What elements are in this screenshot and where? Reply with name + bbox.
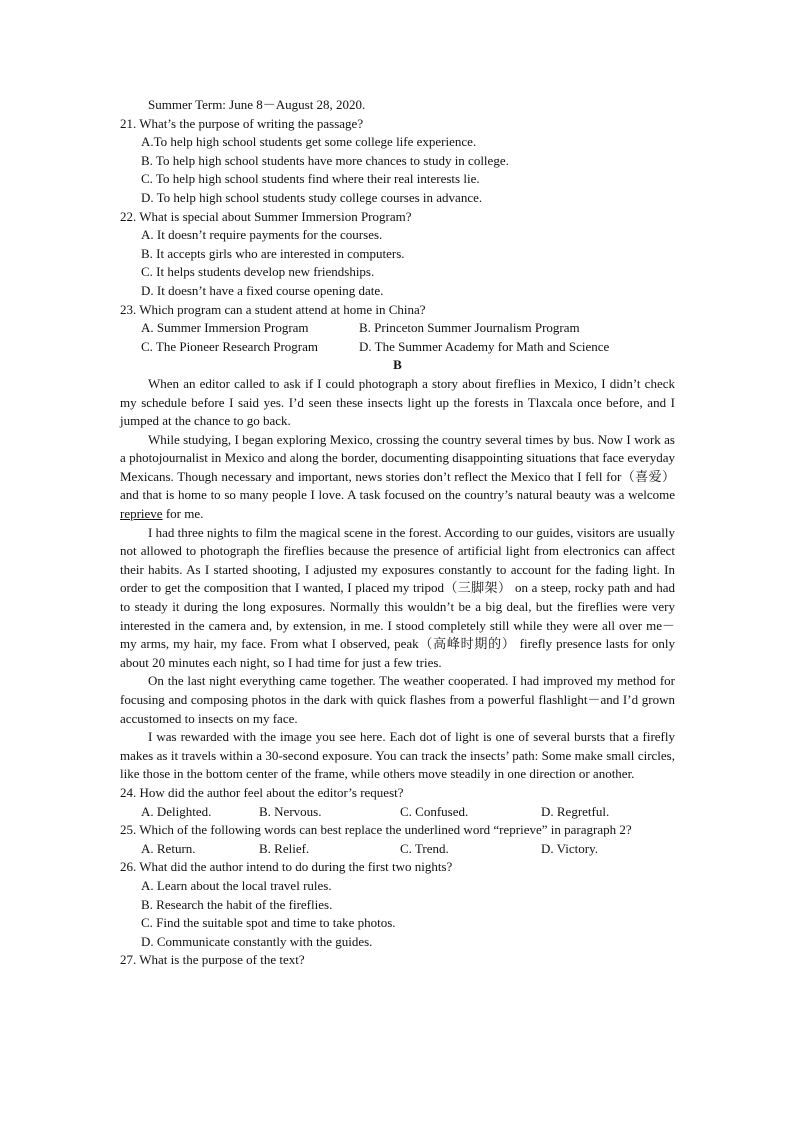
q23-options-row-2 bbox=[120, 338, 675, 357]
q22-option-d: D. It doesn’t have a fixed course opening date. bbox=[141, 282, 384, 298]
passage-paragraph-5: I was rewarded with the image you see here. Each dot of light is one of several bursts that a firefly makes as it travels within a 30-second exposure. You can track the insects’ path: Some make small circles, like those in the bottom center of the frame, while others move steadily in one direction or another. bbox=[120, 729, 675, 782]
underlined-word-reprieve: reprieve bbox=[120, 506, 163, 522]
q26-option-c: C. Find the suitable spot and time to take photos. bbox=[141, 915, 396, 931]
q26-option-d: D. Communicate constantly with the guides. bbox=[141, 933, 373, 949]
passage-paragraph-1: When an editor called to ask if I could photograph a story about fireflies in Mexico, I didn’t check my schedule before I said yes. I’d seen these insects light up the forests in Tlaxcala once before, and I jumped at the chance to go back. bbox=[120, 375, 675, 429]
question-21-stem: 21. What’s the purpose of writing the passage? bbox=[120, 115, 364, 131]
paragraph-2-text: While studying, I began exploring Mexico, crossing the country several times by bus. Now I work as a photojournalist in Mexico and along the border, documenting disappointing situations that face everyday Mexicans. Though necessary and important, news stories don’t reflect the Mexico that I fell for（喜爱）and that is home to so many people I love. A task focused on the country’s natural beauty was a welcome bbox=[120, 431, 675, 503]
q24-options-row bbox=[120, 803, 675, 822]
paragraph-2-end: for me. bbox=[162, 506, 204, 522]
exam-page bbox=[120, 96, 675, 970]
q23-option-d: D. The Summer Academy for Math and Science bbox=[359, 338, 610, 354]
passage-paragraph-3: I had three nights to film the magical scene in the forest. According to our guides, visitors are usually not allowed to photograph the fireflies because the presence of artificial light from electronics can affect their habits. As I started shooting, I adjusted my exposures constantly to account for the fading light. In order to get the composition that I wanted, I placed my tripod（三脚架） on a steep, rocky path and had to steady it during the long exposures. Normally this wouldn’t be a big deal, but the fireflies were very interested in the camera and, by extension, in me. I stood completely still while they were all over me－my arms, my hair, my face. From what I observed, peak（高峰时期的） firefly presence lasts for only about 20 minutes each night, so I had time for just a few tries. bbox=[120, 524, 675, 670]
passage-paragraph-4: On the last night everything came together. The weather cooperated. I had improved my method for focusing and composing photos in the dark with quick flashes from a powerful flashlight－and I’d grown accustomed to insects on my face. bbox=[120, 673, 675, 726]
q25-option-a: A. Return. bbox=[141, 840, 196, 856]
q21-option-c: C. To help high school students find where their real interests lie. bbox=[141, 171, 480, 187]
q23-option-c: C. The Pioneer Research Program bbox=[141, 338, 319, 354]
question-22-stem: 22. What is special about Summer Immersion Program? bbox=[120, 208, 412, 224]
question-26-stem: 26. What did the author intend to do during the first two nights? bbox=[120, 859, 453, 875]
q23-option-a: A. Summer Immersion Program bbox=[141, 320, 309, 336]
q24-option-b: B. Nervous. bbox=[259, 803, 322, 819]
question-25-stem: 25. Which of the following words can best replace the underlined word “reprieve” in paragraph 2? bbox=[120, 822, 632, 838]
passage-paragraph-2 bbox=[120, 431, 675, 524]
q22-option-a: A. It doesn’t require payments for the courses. bbox=[141, 227, 383, 243]
q22-option-b: B. It accepts girls who are interested in computers. bbox=[141, 245, 405, 261]
q26-option-a: A. Learn about the local travel rules. bbox=[141, 877, 332, 893]
q24-option-d: D. Regretful. bbox=[541, 803, 610, 819]
q24-option-c: C. Confused. bbox=[400, 803, 469, 819]
q25-options-row bbox=[120, 840, 675, 859]
question-24-stem: 24. How did the author feel about the editor’s request? bbox=[120, 784, 404, 800]
q21-option-a: A.To help high school students get some college life experience. bbox=[141, 134, 477, 150]
summer-term-line: Summer Term: June 8－August 28, 2020. bbox=[148, 97, 366, 112]
q25-option-b: B. Relief. bbox=[259, 840, 310, 856]
q23-options-row-1 bbox=[120, 319, 675, 338]
q25-option-d: D. Victory. bbox=[541, 840, 598, 856]
q21-option-d: D. To help high school students study college courses in advance. bbox=[141, 189, 483, 205]
section-b-heading: B bbox=[393, 357, 402, 373]
q22-option-c: C. It helps students develop new friendships. bbox=[141, 264, 375, 280]
question-27-stem: 27. What is the purpose of the text? bbox=[120, 952, 305, 968]
q26-option-b: B. Research the habit of the fireflies. bbox=[141, 896, 333, 912]
question-23-stem: 23. Which program can a student attend at home in China? bbox=[120, 301, 426, 317]
q24-option-a: A. Delighted. bbox=[141, 803, 212, 819]
q23-option-b: B. Princeton Summer Journalism Program bbox=[359, 320, 580, 336]
q25-option-c: C. Trend. bbox=[400, 840, 449, 856]
q21-option-b: B. To help high school students have more chances to study in college. bbox=[141, 152, 509, 168]
